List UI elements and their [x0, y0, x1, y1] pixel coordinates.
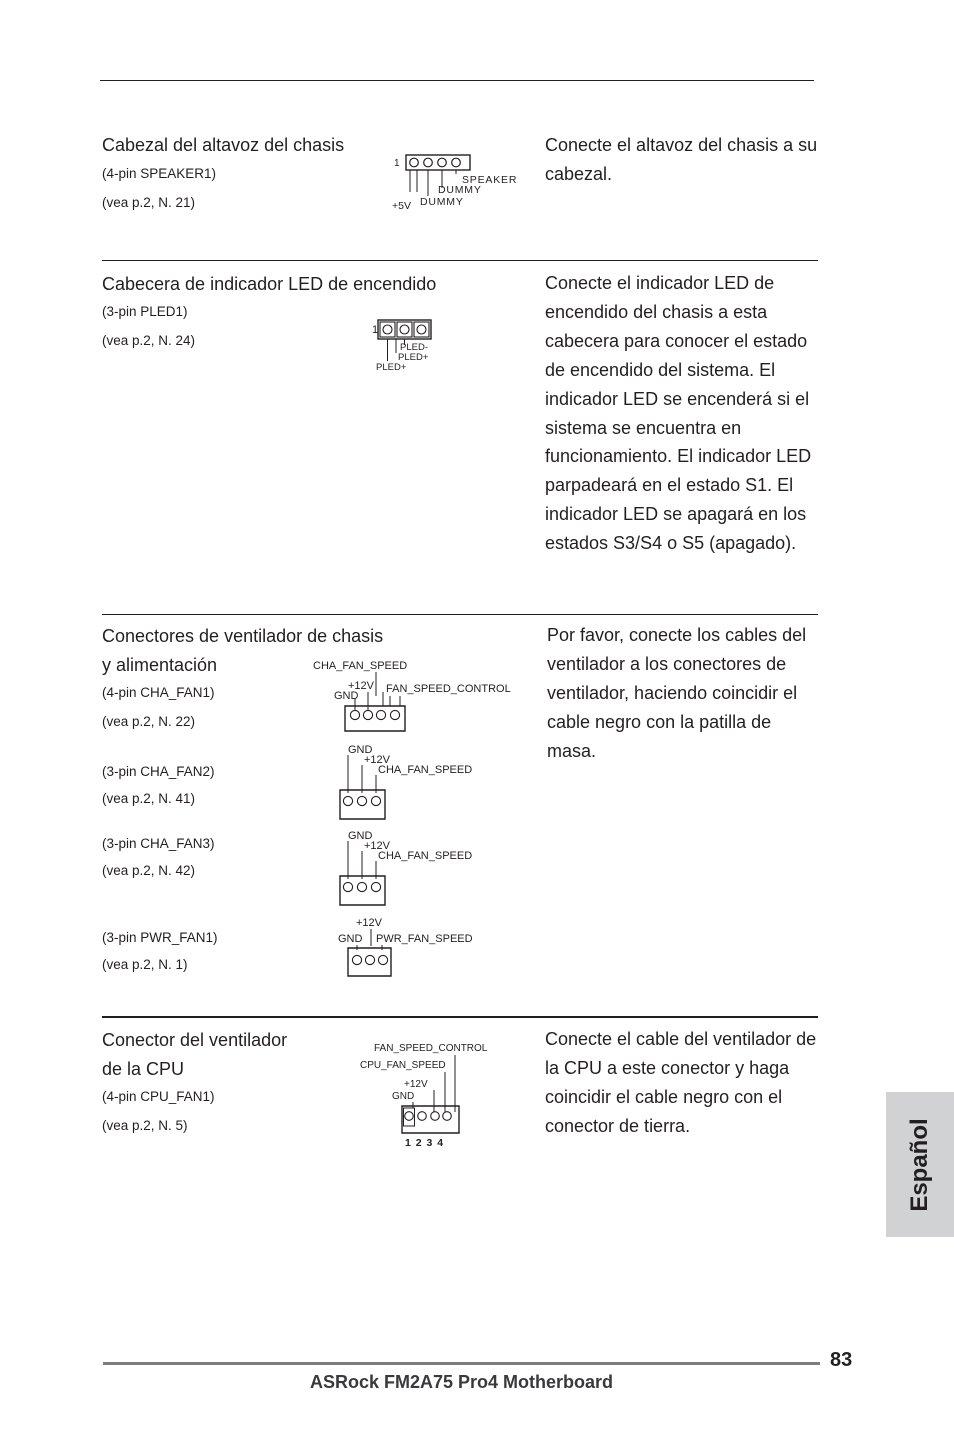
- cpu-fan1-ref: (vea p.2, N. 5): [102, 1118, 188, 1133]
- page-number: 83: [830, 1349, 853, 1371]
- pled-title: Cabecera de indicador LED de encendido: [102, 274, 437, 294]
- speaker-description: Conecte el altavoz del chasis a su cabezal.: [545, 135, 818, 184]
- cpu-description: Conecte el cable del ventilador de la CPU a este conector y haga coincidir el cable negro con el conector de tierra.: [545, 1029, 817, 1136]
- pled-header-diagram: [370, 315, 460, 375]
- cha-fan2-ref: (vea p.2, N. 41): [102, 791, 196, 806]
- fans-description: Por favor, conecte los cables del ventilador a los conectores de ventilador, haciendo coincidir el cable negro con la patilla de masa.: [547, 625, 807, 761]
- cha-fan1-diagram: [312, 656, 517, 734]
- speaker-pin1-label: 1: [394, 158, 400, 169]
- cpu-fan-control-label: FAN_SPEED_CONTROL: [374, 1043, 488, 1054]
- cha-fan1-12v-label: +12V: [348, 680, 374, 692]
- cha-fan3-pin: (3-pin CHA_FAN3): [102, 836, 215, 851]
- pled-ref: (vea p.2, N. 24): [102, 333, 196, 348]
- cha-fan3-ref: (vea p.2, N. 42): [102, 863, 196, 878]
- cha-fan2-12v-label: +12V: [364, 754, 390, 766]
- language-tab: [886, 1092, 954, 1237]
- cpu-title-line2: de la CPU: [102, 1059, 185, 1079]
- pled-minus-label: PLED-: [400, 342, 428, 353]
- top-rule: [100, 80, 814, 81]
- pled-plus-label-b: PLED+: [376, 362, 407, 373]
- footer-text: ASRock FM2A75 Pro4 Motherboard: [310, 1372, 614, 1392]
- pled-description: Conecte el indicador LED de encendido del chasis a esta cabecera para conocer el estado de encendido del sistema. El indicador LED se encenderá si el sistema se encuentra en funcionamiento. El indicador LED parpadeará en el estado S1. El indicador LED se apagará en los estados S3/S4 o S5 (apagado).: [545, 273, 812, 554]
- cha-fan1-control-label: FAN_SPEED_CONTROL: [386, 683, 511, 695]
- pled-pin: (3-pin PLED1): [102, 304, 188, 319]
- fans-title-line2: y alimentación: [102, 655, 218, 675]
- speaker-header-diagram: [390, 150, 520, 212]
- cha-fan1-gnd-label: GND: [334, 690, 359, 702]
- pwr-fan1-gnd-label: GND: [338, 933, 363, 945]
- fans-title-line1: Conectores de ventilador de chasis: [102, 626, 384, 646]
- cpu-fan1-diagram: [358, 1038, 498, 1150]
- cha-fan1-pin: (4-pin CHA_FAN1): [102, 685, 215, 700]
- cpu-fan1-pin: (4-pin CPU_FAN1): [102, 1089, 215, 1104]
- speaker-5v-label: +5V: [392, 200, 411, 212]
- cha-fan3-12v-label: +12V: [364, 840, 390, 852]
- cpu-fan-speed-label: CPU_FAN_SPEED: [360, 1060, 446, 1071]
- speaker-pin: (4-pin SPEAKER1): [102, 166, 217, 181]
- cpu-fan-pin-numbers: 1 2 3 4: [405, 1137, 444, 1149]
- cha-fan2-pin: (3-pin CHA_FAN2): [102, 764, 215, 779]
- pwr-fan1-diagram: [336, 914, 476, 980]
- dummy-label-2: DUMMY: [420, 196, 464, 208]
- section-divider-2: [102, 614, 818, 615]
- cha-fan2-gnd-label: GND: [348, 744, 373, 756]
- cpu-fan-gnd-label: GND: [392, 1091, 415, 1102]
- cha-fan1-speed-label: CHA_FAN_SPEED: [313, 660, 408, 672]
- pled-plus-label-a: PLED+: [398, 352, 429, 363]
- cha-fan1-ref: (vea p.2, N. 22): [102, 714, 196, 729]
- pwr-fan1-speed-label: PWR_FAN_SPEED: [376, 933, 473, 945]
- pwr-fan1-pin: (3-pin PWR_FAN1): [102, 930, 218, 945]
- cpu-fan-12v-label: +12V: [404, 1079, 428, 1090]
- pwr-fan1-ref: (vea p.2, N. 1): [102, 957, 188, 972]
- cha-fan2-diagram: [338, 743, 478, 821]
- cha-fan3-gnd-label: GND: [348, 830, 373, 842]
- pled-pin1-label: 1: [372, 324, 379, 336]
- pwr-fan1-12v-label: +12V: [356, 917, 382, 929]
- speaker-signal-label: SPEAKER: [462, 174, 518, 186]
- language-tab-label: Español: [906, 1117, 933, 1212]
- cha-fan2-speed-label: CHA_FAN_SPEED: [378, 764, 473, 776]
- section-divider-1: [102, 260, 818, 261]
- section-divider-3: [102, 1016, 818, 1018]
- dummy-label-1: DUMMY: [438, 184, 482, 196]
- speaker-ref: (vea p.2, N. 21): [102, 195, 196, 210]
- cha-fan3-diagram: [338, 829, 478, 907]
- footer-bar: [103, 1362, 820, 1365]
- speaker-title: Cabezal del altavoz del chasis: [102, 135, 345, 155]
- cha-fan3-speed-label: CHA_FAN_SPEED: [378, 850, 473, 862]
- cpu-title-line1: Conector del ventilador: [102, 1030, 288, 1050]
